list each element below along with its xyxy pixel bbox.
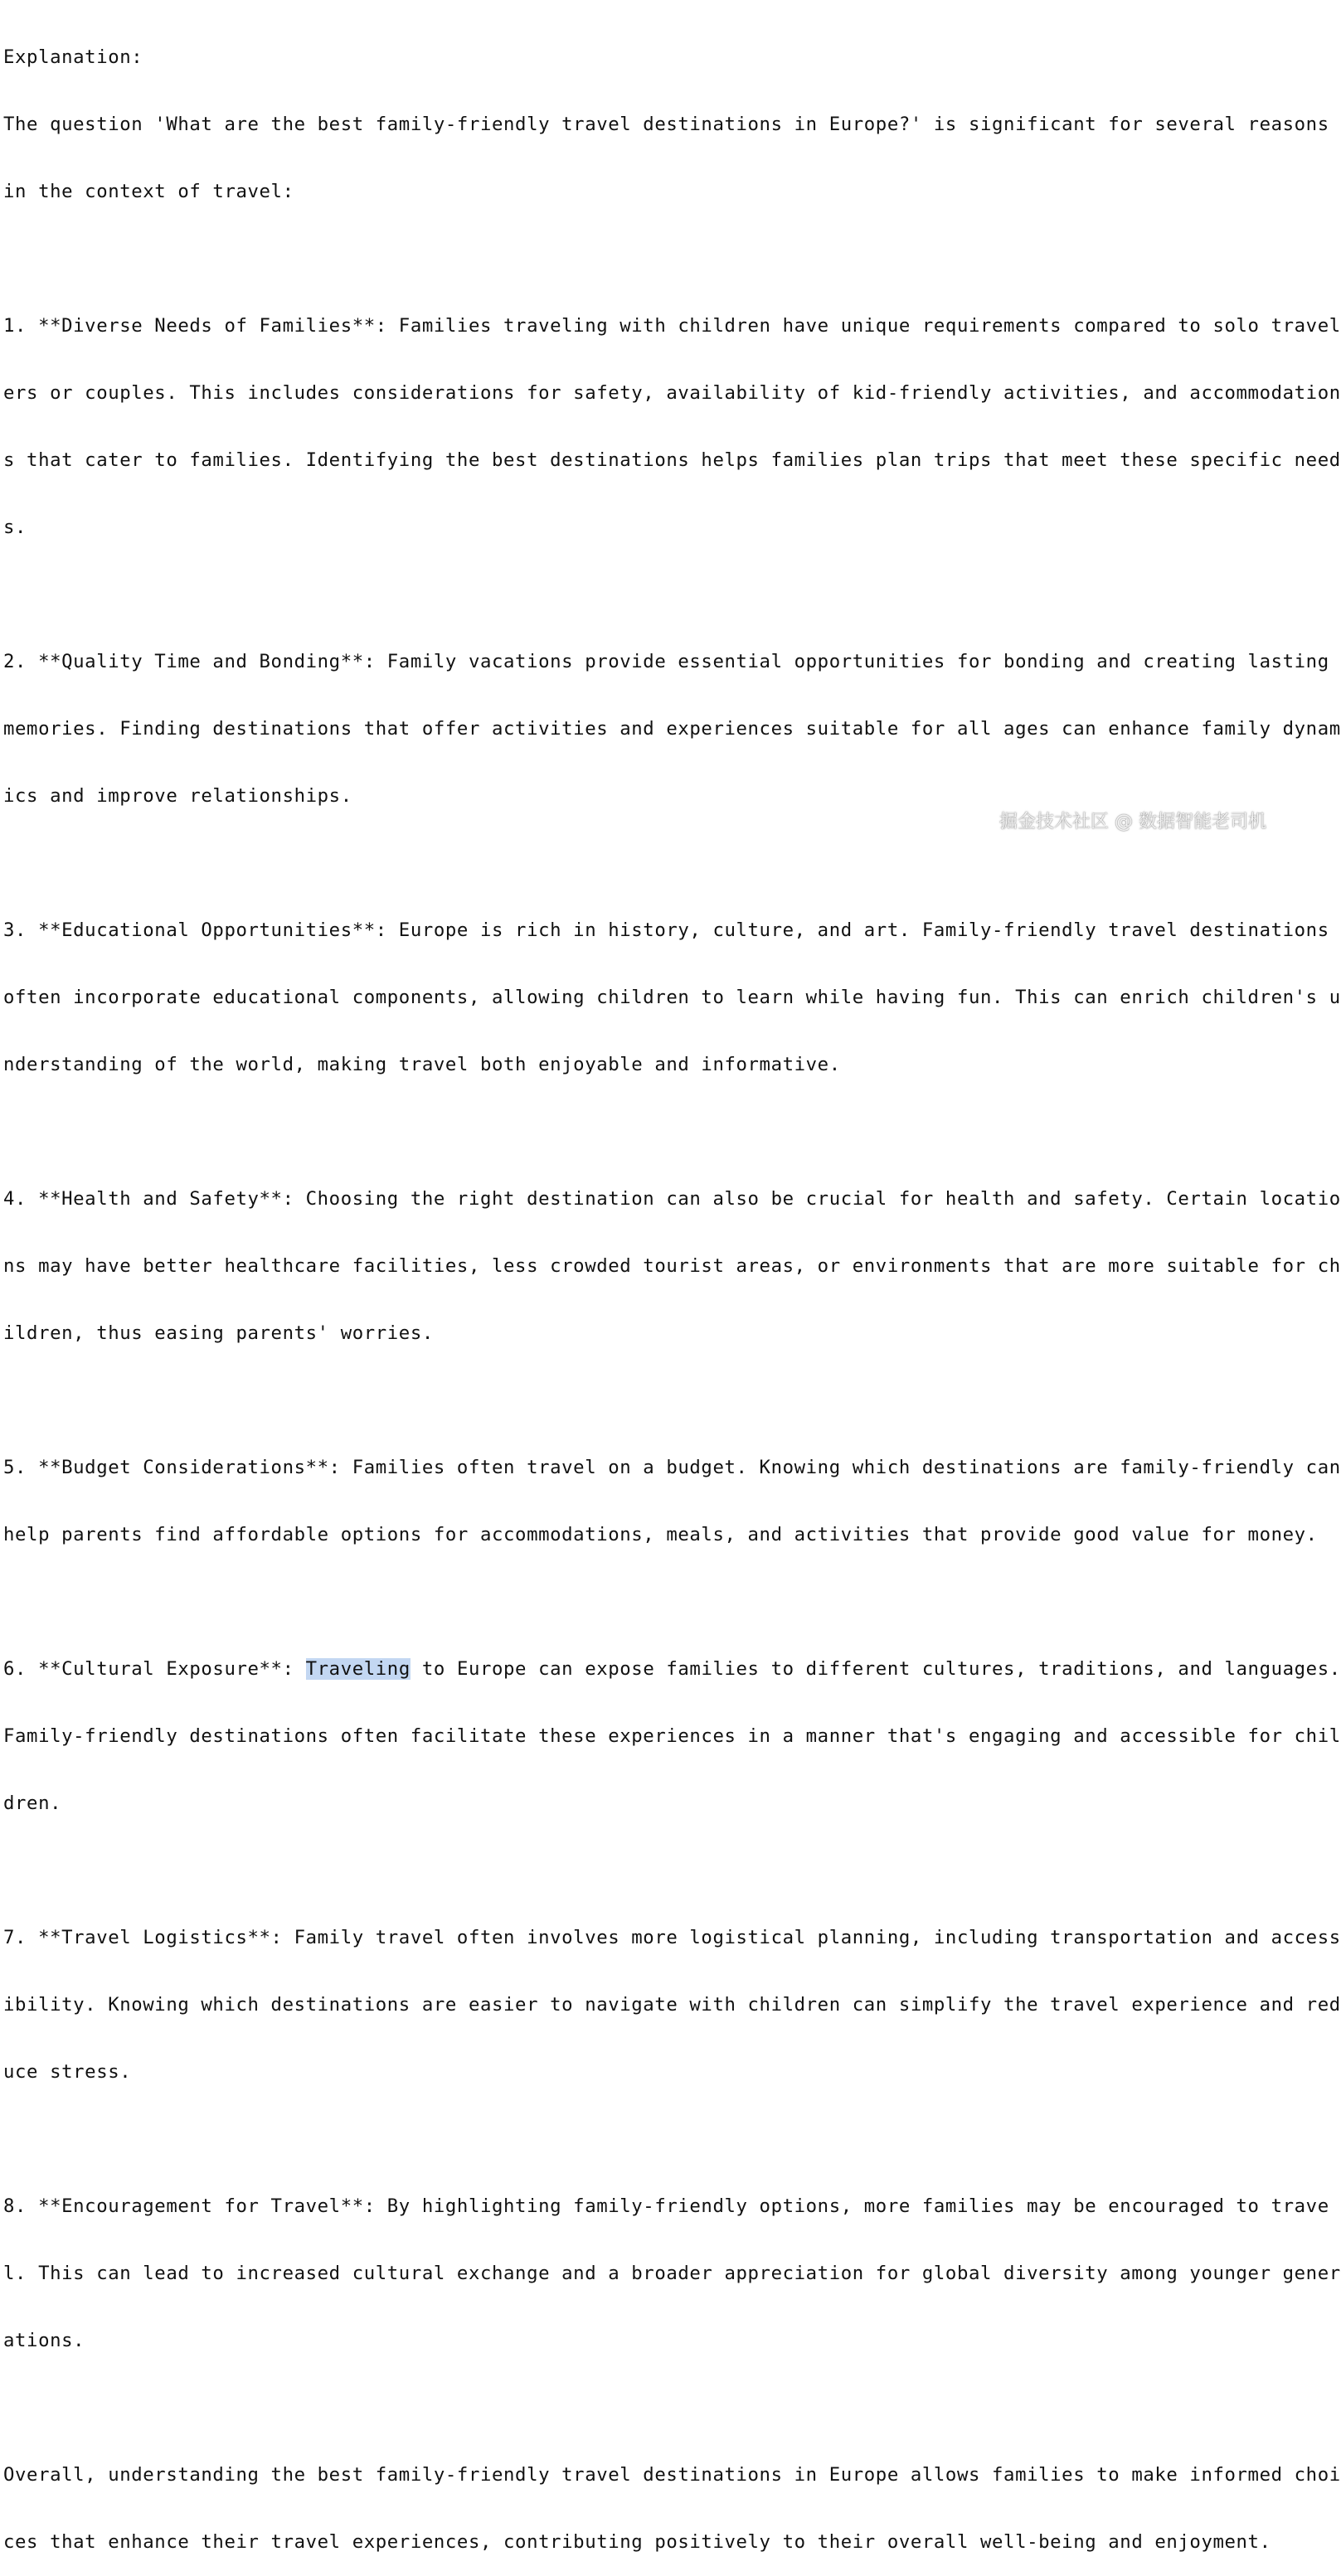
watermark: 掘金技术社区 @ 数据智能老司机 — [999, 812, 1266, 832]
terminal-line — [3, 1591, 1285, 1613]
terminal-line — [3, 1121, 1285, 1143]
terminal-line: often incorporate educational components, allowing children to learn while having fun. This can enrich children's u — [3, 987, 1341, 1008]
terminal-line: Overall, understanding the best family-friendly travel destinations in Europe allows families to make informed choi — [3, 2464, 1341, 2486]
terminal-line — [3, 1390, 1285, 1412]
terminal-line: uce stress. — [3, 2061, 132, 2083]
terminal-line — [3, 1860, 1285, 1882]
terminal-line: l. This can lead to increased cultural exchange and a broader appreciation for global diversity among younger gener — [3, 2263, 1341, 2284]
terminal-line — [3, 852, 1285, 875]
line-prefix: 6. **Cultural Exposure**: — [3, 1658, 306, 1680]
terminal-line: ildren, thus easing parents' worries. — [3, 1322, 434, 1344]
terminal-line — [3, 584, 1285, 606]
terminal-line — [3, 2397, 1285, 2419]
terminal-line — [3, 2128, 1285, 2151]
line-suffix: to Europe can expose families to different cultures, traditions, and languages. — [410, 1658, 1341, 1680]
terminal-line: ns may have better healthcare facilities, less crowded tourist areas, or environments that are more suitable for ch — [3, 1255, 1341, 1277]
terminal-line: in the context of travel: — [3, 181, 294, 202]
terminal-line: ations. — [3, 2330, 85, 2351]
terminal-line: 5. **Budget Considerations**: Families often travel on a budget. Knowing which destinations are family-friendly can — [3, 1457, 1341, 1478]
terminal-line: Family-friendly destinations often facilitate these experiences in a manner that's engaging and accessible for chil — [3, 1725, 1341, 1747]
terminal-line: ibility. Knowing which destinations are easier to navigate with children can simplify the travel experience and red — [3, 1994, 1341, 2016]
terminal-line: s. — [3, 517, 27, 538]
terminal-line: Explanation: — [3, 46, 143, 68]
terminal-line: The question 'What are the best family-friendly travel destinations in Europe?' is significant for several reasons — [3, 114, 1329, 135]
terminal-line: 1. **Diverse Needs of Families**: Families traveling with children have unique requirements compared to solo travel — [3, 315, 1341, 337]
terminal-line: nderstanding of the world, making travel both enjoyable and informative. — [3, 1054, 841, 1075]
terminal-output — [3, 2, 1341, 2576]
terminal-line: ics and improve relationships. — [3, 785, 352, 807]
terminal-line-with-selection[interactable] — [3, 1658, 1341, 1681]
terminal-line: memories. Finding destinations that offer activities and experiences suitable for all ages can enhance family dynam — [3, 718, 1341, 740]
terminal-line: 8. **Encouragement for Travel**: By highlighting family-friendly options, more families may be encouraged to trave — [3, 2195, 1329, 2217]
terminal-line: help parents find affordable options for accommodations, meals, and activities that provide good value for money. — [3, 1524, 1318, 1545]
terminal-line: s that cater to families. Identifying the best destinations helps families plan trips that meet these specific need — [3, 449, 1341, 471]
terminal-line: 4. **Health and Safety**: Choosing the right destination can also be crucial for health and safety. Certain locatio — [3, 1188, 1341, 1210]
terminal-line: 3. **Educational Opportunities**: Europe is rich in history, culture, and art. Family-friendly travel destinations — [3, 919, 1329, 941]
terminal-line: ers or couples. This includes considerations for safety, availability of kid-friendly activities, and accommodation — [3, 382, 1341, 404]
terminal-line: 7. **Travel Logistics**: Family travel often involves more logistical planning, including transportation and access — [3, 1927, 1341, 1948]
terminal-line: 2. **Quality Time and Bonding**: Family vacations provide essential opportunities for bonding and creating lasting — [3, 651, 1329, 672]
terminal-line: dren. — [3, 1793, 62, 1814]
terminal-line — [3, 248, 1285, 270]
text-selection-highlight[interactable]: Traveling — [305, 1658, 411, 1680]
terminal-line: ces that enhance their travel experiences, contributing positively to their overall well-being and enjoyment. — [3, 2531, 1271, 2553]
